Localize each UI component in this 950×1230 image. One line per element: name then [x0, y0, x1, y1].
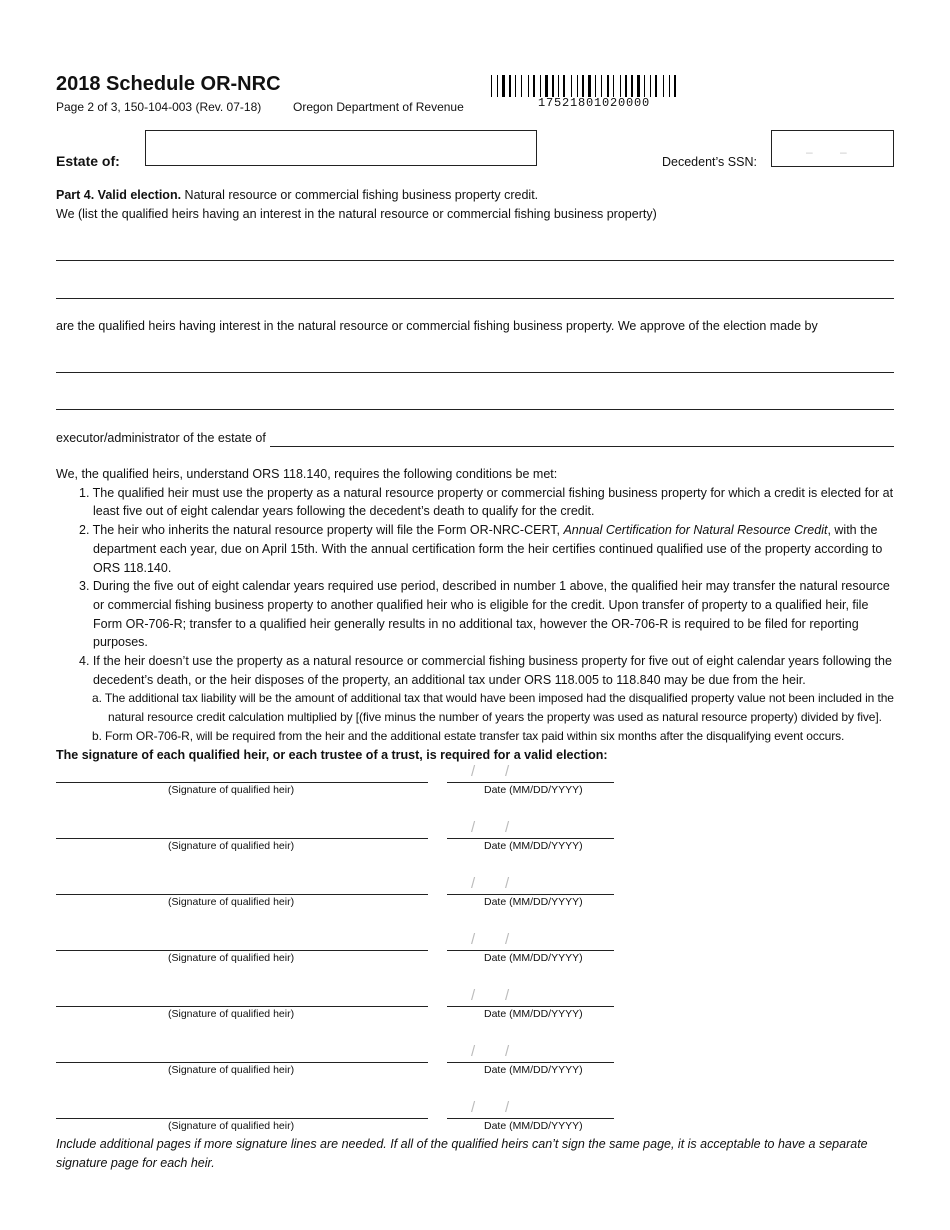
condition-1: 1. The qualified heir must use the property as a natural resource property or commercial fishing business property for which a credit is elected for at least five out of eight calendar years following the decedent’s death to qualify for the credit. [79, 485, 894, 519]
barcode-bar [540, 75, 541, 97]
date-slash: / [471, 987, 476, 1004]
ssn-dash-1: – [806, 145, 813, 159]
date-slash: / [505, 1099, 510, 1116]
signature-caption: (Signature of qualified heir) [168, 840, 295, 852]
condition-4b: b. Form OR-706-R, will be required from the heir and the additional estate transfer tax paid within six months after the disqualifying event occurs. [92, 728, 845, 743]
date-slash: / [471, 875, 476, 892]
conditions-intro: We, the qualified heirs, understand ORS 118.140, requires the following conditions be met: [56, 467, 558, 481]
heir-date-line[interactable] [447, 950, 614, 951]
heir-signature-line[interactable] [56, 838, 428, 839]
barcode-bar [558, 75, 559, 97]
barcode-bar [563, 75, 565, 97]
signature-caption: (Signature of qualified heir) [168, 1120, 295, 1132]
date-slash: / [505, 819, 510, 836]
condition-4: 4. If the heir doesn’t use the property as a natural resource or commercial fishing business property for five out of eight calendar years following the decedent’s death, or the heir disposes of the property, an additional tax under ORS 118.005 to 118.840 may be due from the heir. [79, 654, 892, 687]
date-caption: Date (MM/DD/YYYY) [484, 1064, 583, 1076]
barcode-bar [577, 75, 578, 97]
barcode-bar [637, 75, 640, 97]
agency-name: Oregon Department of Revenue [293, 100, 464, 114]
barcode-bar [521, 75, 522, 97]
ssn-label: Decedent’s SSN: [662, 155, 757, 169]
barcode-bar [663, 75, 664, 97]
form-title: 2018 Schedule OR-NRC [56, 73, 281, 95]
condition-2-text-end: , with the department each year, due on April 15th. With the annual certification form the heir certifies continued qualified use of the property according to ORS 118.140. [93, 523, 883, 575]
executor-estate-line[interactable] [270, 446, 894, 447]
estate-label: Estate of: [56, 153, 120, 169]
barcode-bar [571, 75, 572, 97]
signature-caption: (Signature of qualified heir) [168, 784, 295, 796]
signature-caption: (Signature of qualified heir) [168, 952, 295, 964]
elector-line-1[interactable] [56, 372, 894, 373]
date-slash: / [505, 875, 510, 892]
heir-signature-line[interactable] [56, 1118, 428, 1119]
estate-name-field[interactable] [145, 130, 537, 166]
heir-signature-line[interactable] [56, 1062, 428, 1063]
barcode-bar [644, 75, 645, 97]
signature-caption: (Signature of qualified heir) [168, 896, 295, 908]
conditions-list [56, 465, 896, 764]
barcode-bar [533, 75, 535, 97]
barcode-bar [595, 75, 596, 97]
heir-date-line[interactable] [447, 1062, 614, 1063]
barcode-number: 17521801020000 [538, 96, 651, 110]
barcode-bar [620, 75, 621, 97]
part4-description: Natural resource or commercial fishing business property credit. [184, 188, 539, 202]
heirs-line-2[interactable] [56, 298, 894, 299]
barcode-bar [674, 75, 676, 97]
approve-text: are the qualified heirs having interest in the natural resource or commercial fishing business property. We approve of the election made by [56, 319, 818, 333]
barcode-bar [650, 75, 651, 97]
condition-4a: a. The additional tax liability will be the amount of additional tax that would have been imposed had the disqualified property value not been included in the natural resource credit calculation multiplied by [(five minus the number of years the property was used as natural resource property) divided by five]. [92, 691, 894, 725]
date-slash: / [505, 763, 510, 780]
date-slash: / [505, 931, 510, 948]
condition-2 [56, 521, 896, 577]
date-slash: / [471, 819, 476, 836]
barcode-bar [491, 75, 492, 97]
signature-requirement: The signature of each qualified heir, or each trustee of a trust, is required for a valid election: [56, 747, 608, 762]
heir-signature-line[interactable] [56, 950, 428, 951]
barcode-bar [625, 75, 627, 97]
date-slash: / [505, 1043, 510, 1060]
date-slash: / [471, 763, 476, 780]
barcode-bar [515, 75, 516, 97]
condition-3: 3. During the five out of eight calendar years required use period, described in number 1 above, the qualified heir may transfer the natural resource or commercial fishing business property to another qualified heir who is eligible for the credit. Upon transfer of property to a qualified heir, file Form OR-706-R; transfer to a qualified heir generally results in no additional tax, however the OR-706-R is required to be filed for reporting purposes. [79, 579, 890, 650]
ssn-dash-2: – [840, 145, 847, 159]
date-slash: / [471, 1043, 476, 1060]
date-slash: / [471, 1099, 476, 1116]
barcode-bar [588, 75, 591, 97]
date-caption: Date (MM/DD/YYYY) [484, 952, 583, 964]
barcode-bar [582, 75, 584, 97]
date-caption: Date (MM/DD/YYYY) [484, 784, 583, 796]
condition-2-form-title: Annual Certification for Natural Resource Credit [563, 523, 828, 538]
barcode-bar [669, 75, 670, 97]
date-caption: Date (MM/DD/YYYY) [484, 1120, 583, 1132]
barcode-bar [545, 75, 548, 97]
footer-note: Include additional pages if more signature lines are needed. If all of the qualified heirs can’t sign the same page, it is acceptable to have a separate signature page for each heir. [56, 1137, 868, 1170]
executor-label: executor/administrator of the estate of [56, 431, 266, 445]
condition-2-text: 2. The heir who inherits the natural resource property will file the Form OR-NRC-CERT, [79, 523, 564, 538]
heir-date-line[interactable] [447, 1006, 614, 1007]
heir-signature-line[interactable] [56, 894, 428, 895]
barcode-bar [601, 75, 602, 97]
part4-heading [56, 188, 538, 202]
heirs-line-1[interactable] [56, 260, 894, 261]
date-caption: Date (MM/DD/YYYY) [484, 896, 583, 908]
date-slash: / [505, 987, 510, 1004]
date-slash: / [471, 931, 476, 948]
barcode-bar [502, 75, 505, 97]
heir-date-line[interactable] [447, 894, 614, 895]
barcode-bar [509, 75, 511, 97]
signature-caption: (Signature of qualified heir) [168, 1008, 295, 1020]
date-caption: Date (MM/DD/YYYY) [484, 1008, 583, 1020]
barcode-image [491, 75, 703, 97]
heir-date-line[interactable] [447, 1118, 614, 1119]
barcode-bar [607, 75, 609, 97]
signature-caption: (Signature of qualified heir) [168, 1064, 295, 1076]
heir-date-line[interactable] [447, 782, 614, 783]
barcode-bar [497, 75, 498, 97]
heir-date-line[interactable] [447, 838, 614, 839]
heirs-intro: We (list the qualified heirs having an interest in the natural resource or commercial fishing business property) [56, 207, 657, 221]
barcode-bar [528, 75, 529, 97]
page-info: Page 2 of 3, 150-104-003 (Rev. 07-18) [56, 100, 262, 114]
barcode-bar [655, 75, 657, 97]
heir-signature-line[interactable] [56, 782, 428, 783]
part4-title: Part 4. Valid election. [56, 188, 182, 202]
elector-line-2[interactable] [56, 409, 894, 410]
date-caption: Date (MM/DD/YYYY) [484, 840, 583, 852]
barcode-bar [613, 75, 614, 97]
barcode-bar [631, 75, 633, 97]
ssn-field[interactable] [771, 130, 894, 167]
heir-signature-line[interactable] [56, 1006, 428, 1007]
barcode-bar [552, 75, 554, 97]
